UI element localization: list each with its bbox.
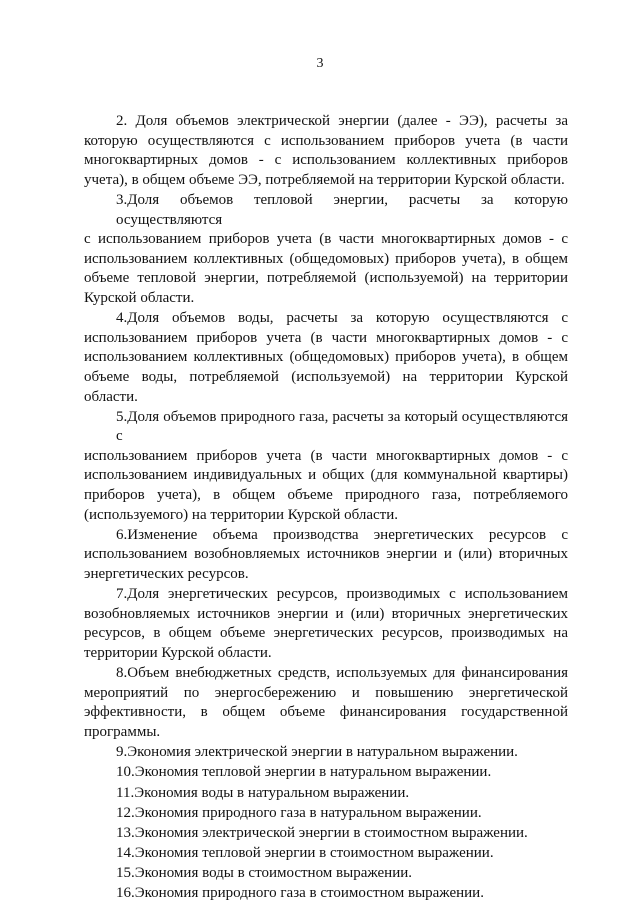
paragraph-line: энергетических ресурсов. [84, 566, 249, 583]
paragraph-line: 8.Объем внебюджетных средств, используемых для финансирования [116, 665, 568, 682]
paragraph-line: ресурсов, в общем объеме энергетических ресурсов, производимых на [84, 625, 568, 642]
paragraph [84, 112, 568, 190]
paragraph [84, 585, 568, 663]
paragraph-line: учета), в общем объеме ЭЭ, потребляемой на территории Курской области. [84, 171, 565, 188]
paragraph-line: использованием приборов учета (в части многоквартирных домов - с [84, 447, 568, 464]
document-body [84, 112, 568, 905]
paragraph-line: 2. Доля объемов электрической энергии (далее - ЭЭ), расчеты за [116, 113, 568, 129]
paragraph-line: приборов учета), в общем объеме природного газа, потребляемого [84, 487, 568, 504]
paragraph [84, 664, 568, 742]
list-item: 11.Экономия воды в натуральном выражении. [116, 784, 410, 801]
paragraph-line: объеме тепловой энергии, потребляемой (используемой) на территории [84, 270, 568, 287]
paragraph [84, 191, 568, 309]
paragraph-line: использованием возобновляемых источников энергии и (или) вторичных [84, 546, 568, 563]
paragraph-line: эффективности, в общем объеме финансирования государственной [84, 704, 568, 721]
paragraph-line: с использованием приборов учета (в части многоквартирных домов - с [84, 231, 568, 248]
paragraph-line: 5.Доля объемов природного газа, расчеты за который осуществляются с [116, 408, 568, 445]
paragraph-line: использованием приборов учета (в части многоквартирных домов - с [84, 329, 568, 346]
paragraph-line: 6.Изменение объема производства энергетических ресурсов с [116, 526, 568, 543]
paragraph-line: использованием коллективных (общедомовых) приборов учета), в общем [84, 349, 568, 366]
list-item: 14.Экономия тепловой энергии в стоимостном выражении. [116, 845, 494, 862]
paragraph-line: объеме воды, потребляемой (используемой) на территории Курской области. [84, 368, 568, 405]
page-number: 3 [316, 56, 324, 71]
paragraph [84, 526, 568, 585]
paragraph-line: программы. [84, 723, 161, 740]
list-item: 12.Экономия природного газа в натуральном выражении. [116, 804, 482, 821]
paragraph [84, 408, 568, 526]
paragraph-line: территории Курской области. [84, 645, 272, 661]
list-item: 15.Экономия воды в стоимостном выражении. [116, 865, 413, 882]
paragraph-line: (используемого) на территории Курской области. [84, 506, 398, 523]
paragraph-line: Курской области. [84, 289, 195, 306]
list-item: 10.Экономия тепловой энергии в натуральном выражении. [116, 764, 492, 781]
paragraph-line: 4.Доля объемов воды, расчеты за которую осуществляются с [116, 310, 568, 327]
paragraph-line: 3.Доля объемов тепловой энергии, расчеты за которую осуществляются [116, 191, 568, 228]
list-item: 9.Экономия электрической энергии в натуральном выражении. [116, 744, 518, 761]
list-item: 13.Экономия электрической энергии в стоимостном выражении. [116, 824, 528, 841]
paragraph-line: 7.Доля энергетических ресурсов, производимых с использованием [116, 586, 568, 603]
paragraph-line: использованием коллективных (общедомовых) приборов учета), в общем [84, 250, 568, 267]
paragraph-line: которую осуществляются с использованием приборов учета (в части [84, 132, 568, 149]
paragraph-line: возобновляемых источников энергии и (или) вторичных энергетических [84, 605, 568, 622]
paragraph-line: использованием индивидуальных и общих (для коммунальной квартиры) [84, 467, 568, 484]
paragraph [84, 309, 568, 407]
list-item: 16.Экономия природного газа в стоимостном выражении. [116, 885, 484, 902]
paragraph-line: многоквартирных домов - с использованием коллективных приборов [84, 152, 568, 169]
paragraph-line: мероприятий по энергосбережению и повышению энергетической [84, 684, 568, 701]
